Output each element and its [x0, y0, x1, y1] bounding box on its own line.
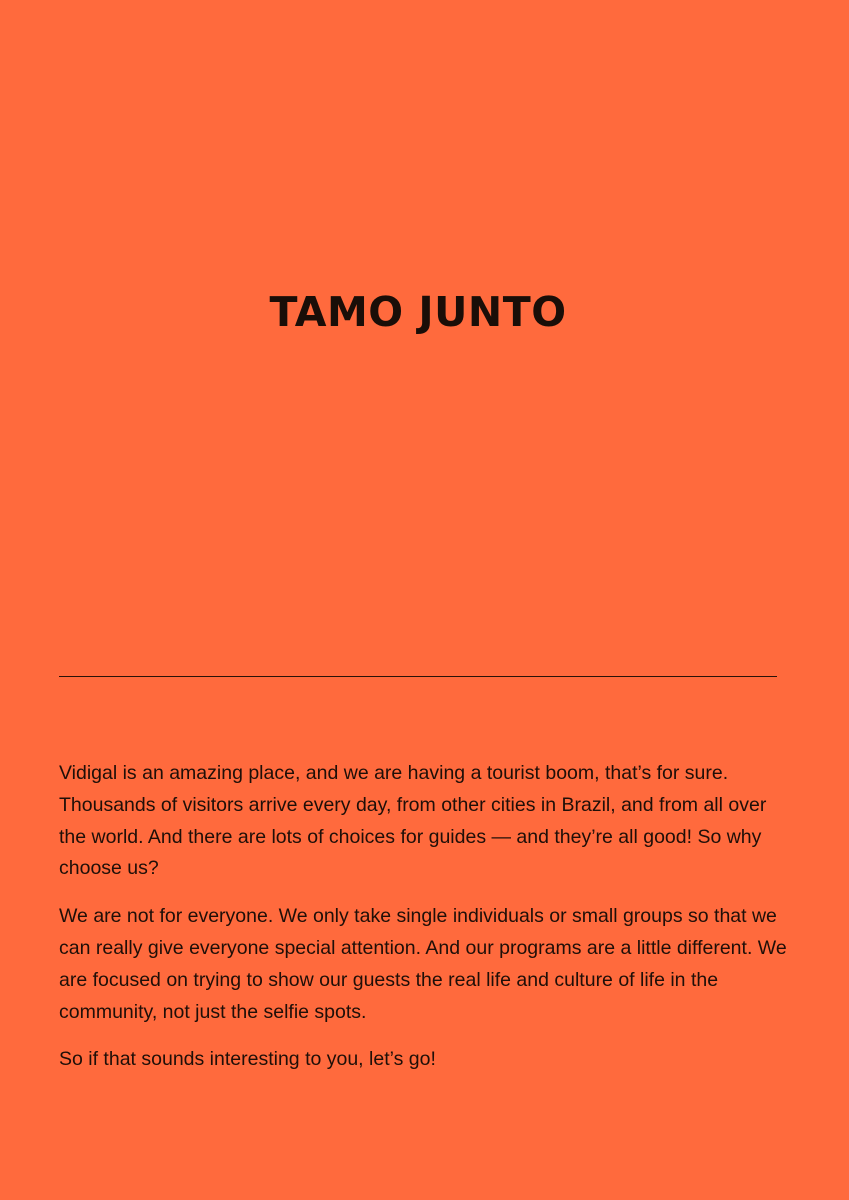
paragraph-not-for-everyone: We are not for everyone. We only take single individuals or small groups so that we can really give everyone special attention. And our programs are a little different. We are focused on trying to show our guests the real life and culture of life in the community, not just the selfie spots. [59, 905, 787, 1023]
page-title: TAMO JUNTO [269, 288, 567, 336]
body-text [59, 758, 789, 1092]
divider [59, 676, 777, 677]
paragraph-intro: Vidigal is an amazing place, and we are having a tourist boom, that’s for sure. Thousands of visitors arrive every day, from other cities in Brazil, and from all over the world. And there are lots of choices for guides — and they’re all good! So why choose us? [59, 762, 767, 880]
paragraph-closing: So if that sounds interesting to you, let’s go! [59, 1048, 436, 1071]
